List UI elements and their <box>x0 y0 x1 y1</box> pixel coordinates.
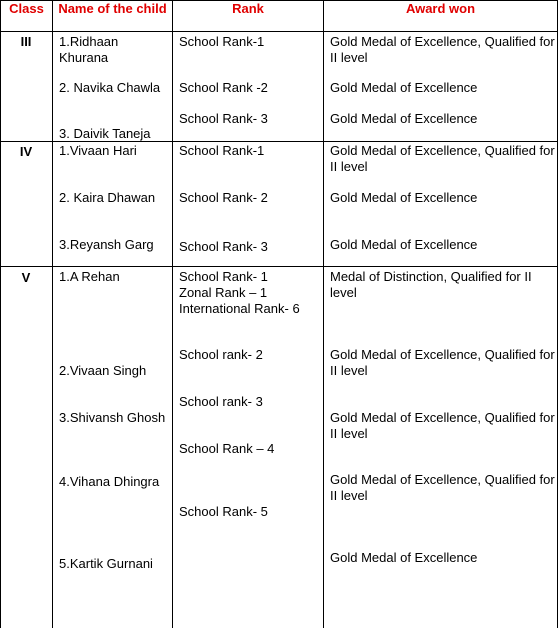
award-cell: Gold Medal of Excellence <box>330 550 478 565</box>
row-divider <box>0 266 557 267</box>
award-cell: Gold Medal of Excellence <box>330 80 478 95</box>
rank-cell: School rank- 3 <box>179 394 263 409</box>
header-class: Class <box>9 1 44 16</box>
child-name: 1.Ridhaan Khurana <box>59 34 119 65</box>
header-divider <box>0 31 557 32</box>
child-name: 3. Daivik Taneja <box>59 126 151 141</box>
award-cell: Gold Medal of Excellence <box>330 190 478 205</box>
column-divider <box>52 0 53 628</box>
rank-cell: School Rank- 5 <box>179 504 268 519</box>
child-name: 5.Kartik Gurnani <box>59 556 153 571</box>
class-label: V <box>21 270 31 285</box>
class-label: IV <box>19 144 33 159</box>
rank-cell: School Rank -2 <box>179 80 268 95</box>
child-name: 2.Vivaan Singh <box>59 363 147 378</box>
rank-cell: School Rank-1 <box>179 143 265 158</box>
rank-cell: School Rank- 3 <box>179 111 268 126</box>
award-cell: Gold Medal of Excellence <box>330 111 478 126</box>
rank-cell: School Rank – 4 <box>179 441 275 456</box>
header-award: Award won <box>405 1 476 16</box>
rank-cell: School Rank- 2 <box>179 190 268 205</box>
child-name: 2. Navika Chawla <box>59 80 161 95</box>
rank-cell: School Rank-1 <box>179 34 265 49</box>
award-cell: Gold Medal of Excellence, Qualified for II level <box>330 143 555 174</box>
column-divider <box>172 0 173 628</box>
class-label: III <box>20 34 32 49</box>
table-border-left <box>0 0 1 628</box>
award-cell: Gold Medal of Excellence, Qualified for II level <box>330 34 555 65</box>
header-name: Name of the child <box>58 1 167 16</box>
child-name: 2. Kaira Dhawan <box>59 190 156 205</box>
award-cell: Gold Medal of Excellence, Qualified for II level <box>330 472 555 503</box>
column-divider <box>323 0 324 628</box>
award-cell: Medal of Distinction, Qualified for II level <box>330 269 532 300</box>
rank-cell: School Rank- 3 <box>179 239 268 254</box>
child-name: 1.Vivaan Hari <box>59 143 137 158</box>
child-name: 3.Reyansh Garg <box>59 237 154 252</box>
award-cell: Gold Medal of Excellence <box>330 237 478 252</box>
header-rank: Rank <box>232 1 264 16</box>
award-cell: Gold Medal of Excellence, Qualified for II level <box>330 410 555 441</box>
child-name: 3.Shivansh Ghosh <box>59 410 166 425</box>
child-name: 1.A Rehan <box>59 269 120 284</box>
rank-cell: School Rank- 1 Zonal Rank – 1 International Rank- 6 <box>179 269 300 316</box>
child-name: 4.Vihana Dhingra <box>59 474 160 489</box>
award-cell: Gold Medal of Excellence, Qualified for II level <box>330 347 555 378</box>
rank-cell: School rank- 2 <box>179 347 263 362</box>
